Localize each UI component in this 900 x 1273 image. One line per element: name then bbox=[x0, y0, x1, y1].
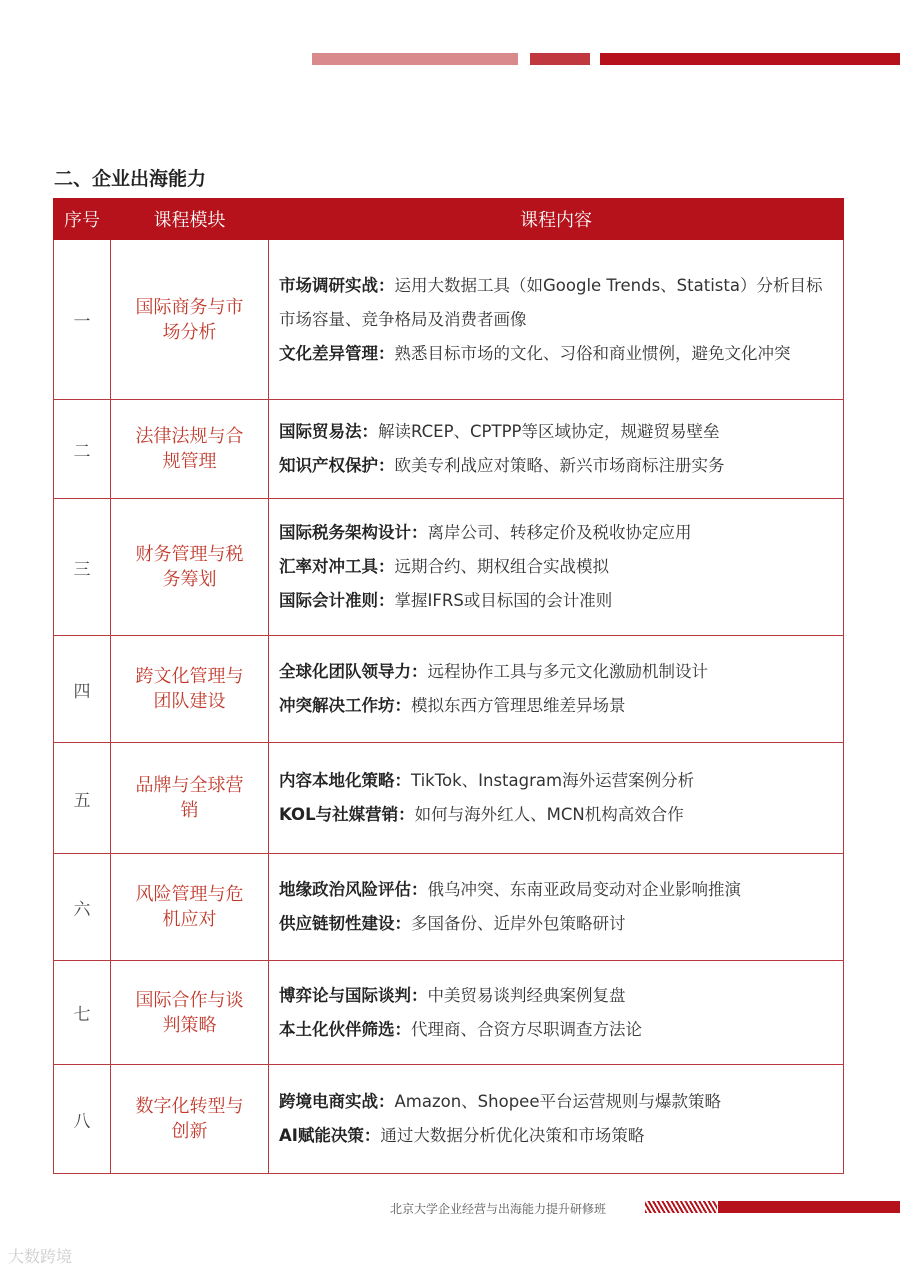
watermark: 大数跨境 bbox=[8, 1247, 73, 1266]
content-item bbox=[279, 798, 835, 832]
item-key: 全球化团队领导力： bbox=[279, 662, 428, 681]
content-item bbox=[279, 550, 835, 584]
row-num: 七 bbox=[54, 961, 111, 1065]
content-item bbox=[279, 873, 835, 907]
item-value: 解读RCEP、CPTPP等区域协定，规避贸易壁垒 bbox=[378, 422, 720, 441]
row-content bbox=[269, 400, 844, 499]
item-key: 本土化伙伴筛选： bbox=[279, 1019, 411, 1039]
section-title: 二、企业出海能力 bbox=[54, 168, 207, 190]
item-key: 市场调研实战： bbox=[279, 275, 395, 295]
decor-bar-light bbox=[312, 53, 518, 65]
row-num: 一 bbox=[54, 240, 111, 400]
row-module: 风险管理与危机应对 bbox=[111, 854, 269, 961]
table-row bbox=[54, 743, 844, 854]
row-content bbox=[269, 854, 844, 961]
table-row bbox=[54, 499, 844, 636]
content-item bbox=[279, 907, 835, 941]
row-module: 财务管理与税务筹划 bbox=[111, 499, 269, 636]
row-module: 国际合作与谈判策略 bbox=[111, 961, 269, 1065]
item-key: 博弈论与国际谈判： bbox=[279, 985, 428, 1005]
item-key: 知识产权保护： bbox=[279, 456, 395, 475]
content-item bbox=[279, 1013, 835, 1047]
row-content bbox=[269, 961, 844, 1065]
item-value: TikTok、Instagram海外运营案例分析 bbox=[411, 771, 695, 790]
content-item bbox=[279, 655, 835, 689]
item-value: 通过大数据分析优化决策和市场策略 bbox=[380, 1126, 645, 1145]
row-content bbox=[269, 240, 844, 400]
table-row bbox=[54, 400, 844, 499]
item-key: 地缘政治风险评估： bbox=[279, 880, 428, 899]
table-row bbox=[54, 1065, 844, 1174]
decor-bar-mid bbox=[530, 53, 590, 65]
item-key: AI赋能决策： bbox=[279, 1126, 381, 1145]
row-content bbox=[269, 1065, 844, 1174]
content-item bbox=[279, 516, 835, 550]
item-key: 文化差异管理： bbox=[279, 343, 395, 363]
footer-bar bbox=[718, 1201, 900, 1213]
item-value: 多国备份、近岸外包策略研讨 bbox=[411, 914, 626, 933]
item-value: 模拟东西方管理思维差异场景 bbox=[411, 696, 626, 715]
row-num: 二 bbox=[54, 400, 111, 499]
item-value: 运用大数据工具（如Google Trends、Statista）分析目标市场容量、竞争格局及消费者画像 bbox=[279, 275, 823, 329]
content-item bbox=[279, 415, 835, 449]
table-row bbox=[54, 636, 844, 743]
item-value: 如何与海外红人、MCN机构高效合作 bbox=[414, 805, 684, 824]
item-key: 冲突解决工作坊： bbox=[279, 696, 411, 715]
header-module: 课程模块 bbox=[111, 199, 269, 240]
row-module: 数字化转型与创新 bbox=[111, 1065, 269, 1174]
item-value: 离岸公司、转移定价及税收协定应用 bbox=[427, 523, 692, 542]
footer-stripes bbox=[645, 1201, 717, 1213]
table-row bbox=[54, 961, 844, 1065]
row-num: 八 bbox=[54, 1065, 111, 1174]
content-item bbox=[279, 689, 835, 723]
content-item bbox=[279, 269, 835, 337]
row-module: 国际商务与市场分析 bbox=[111, 240, 269, 400]
course-table bbox=[53, 198, 844, 1174]
content-item bbox=[279, 1085, 835, 1119]
decor-bar-dark bbox=[600, 53, 900, 65]
row-num: 三 bbox=[54, 499, 111, 636]
item-key: 国际会计准则： bbox=[279, 591, 395, 610]
content-item bbox=[279, 449, 835, 483]
row-module: 法律法规与合规管理 bbox=[111, 400, 269, 499]
row-module: 品牌与全球营销 bbox=[111, 743, 269, 854]
item-key: 国际贸易法： bbox=[279, 422, 378, 441]
item-key: 跨境电商实战： bbox=[279, 1092, 395, 1111]
item-value: 欧美专利战应对策略、新兴市场商标注册实务 bbox=[394, 456, 725, 475]
content-item bbox=[279, 764, 835, 798]
content-item bbox=[279, 337, 835, 371]
table-row bbox=[54, 240, 844, 400]
footer-text: 北京大学企业经营与出海能力提升研修班 bbox=[390, 1202, 607, 1216]
item-value: 远期合约、期权组合实战模拟 bbox=[394, 557, 609, 576]
item-value: 中美贸易谈判经典案例复盘 bbox=[427, 985, 626, 1005]
item-value: 远程协作工具与多元文化激励机制设计 bbox=[427, 662, 708, 681]
content-item bbox=[279, 979, 835, 1013]
row-num: 六 bbox=[54, 854, 111, 961]
item-value: 掌握IFRS或目标国的会计准则 bbox=[394, 591, 613, 610]
item-key: 汇率对冲工具： bbox=[279, 557, 395, 576]
row-module: 跨文化管理与团队建设 bbox=[111, 636, 269, 743]
row-num: 四 bbox=[54, 636, 111, 743]
item-value: 熟悉目标市场的文化、习俗和商业惯例，避免文化冲突 bbox=[394, 343, 791, 363]
header-content: 课程内容 bbox=[269, 199, 844, 240]
table-row bbox=[54, 854, 844, 961]
item-value: 俄乌冲突、东南亚政局变动对企业影响推演 bbox=[427, 880, 741, 899]
row-content bbox=[269, 743, 844, 854]
content-item bbox=[279, 1119, 835, 1153]
item-key: 供应链韧性建设： bbox=[279, 914, 411, 933]
item-key: KOL与社媒营销： bbox=[279, 805, 415, 824]
item-key: 国际税务架构设计： bbox=[279, 523, 428, 542]
header-num: 序号 bbox=[54, 199, 111, 240]
row-content bbox=[269, 636, 844, 743]
row-num: 五 bbox=[54, 743, 111, 854]
row-content bbox=[269, 499, 844, 636]
item-value: Amazon、Shopee平台运营规则与爆款策略 bbox=[394, 1092, 721, 1111]
content-item bbox=[279, 584, 835, 618]
item-value: 代理商、合资方尽职调查方法论 bbox=[411, 1019, 642, 1039]
item-key: 内容本地化策略： bbox=[279, 771, 411, 790]
